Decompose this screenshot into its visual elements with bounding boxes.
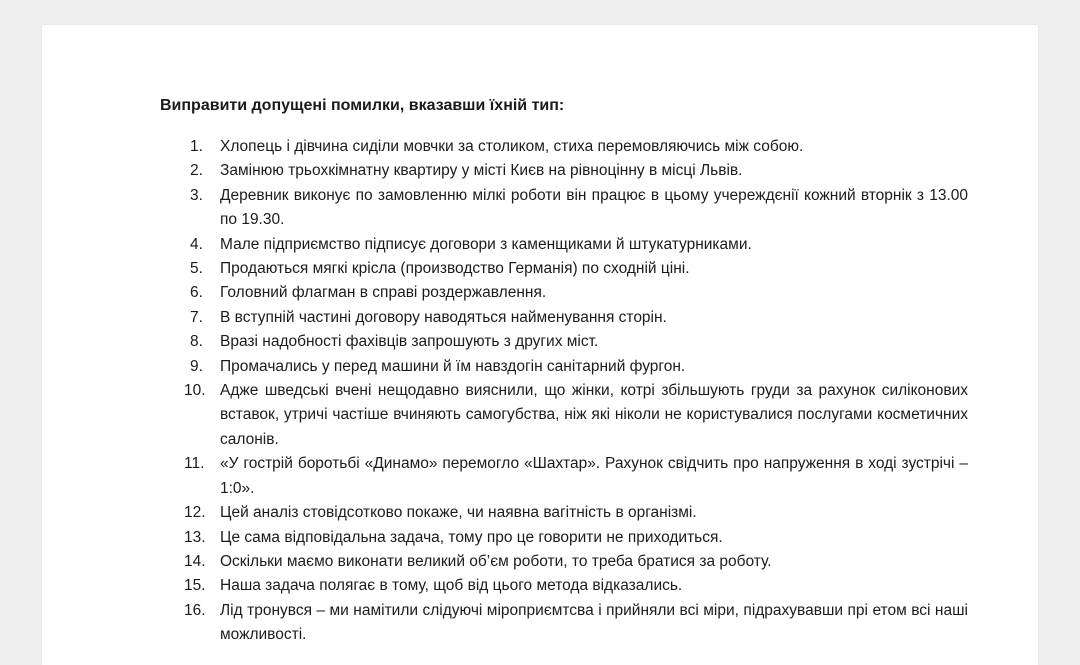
list-item [190,257,968,281]
item-number: 10. [184,382,206,400]
item-text: Замінюю трьохкімнатну квартиру у місті Києв на рівноцінну в місці Львів. [220,162,743,180]
item-text: В вступній частині договору наводяться найменування сторін. [220,308,667,326]
document-page [42,25,1038,665]
item-number: 1. [190,138,203,155]
item-text: Лід тронувся – ми намітили слідуючі міроприємтсва і прийняли всі міри, підрахувавши прі етом всі наші можливості. [220,601,968,644]
list-item [184,550,968,574]
item-number: 5. [190,260,203,278]
item-number: 11. [184,455,205,473]
list-item [184,599,968,648]
item-text: Мале підприємство підписує договори з каменщиками й штукатурниками. [220,235,752,253]
list-item [184,379,968,452]
exercise-heading: Виправити допущені помилки, вказавши їхній тип: [160,97,565,114]
list-item [190,306,968,330]
list-item [184,526,968,550]
list-item [190,159,968,183]
item-text: Хлопець і дівчина сиділи мовчки за столиком, стиха перемовляючись між собою. [220,138,804,155]
list-item [184,501,968,525]
item-number: 6. [190,284,203,302]
item-text: Цей аналіз стовідсотково покаже, чи наявна вагітність в організмі. [220,504,697,522]
item-text: Це сама відповідальна задача, тому про це говорити не приходиться. [220,528,723,546]
item-number: 7. [190,308,203,326]
item-text: Вразі надобності фахівців запрошують з других міст. [220,333,599,351]
item-number: 9. [190,357,203,375]
item-text: Промачались у перед машини й їм навздогін санітарний фургон. [220,357,686,375]
list-item [184,452,968,501]
exercise-list [184,135,968,648]
item-number: 8. [190,333,203,351]
list-item [184,574,968,598]
list-item [190,355,968,379]
item-number: 12. [184,504,206,522]
item-text: Адже шведські вчені нещодавно вияснили, що жінки, котрі збільшують груди за рахунок силіконових вставок, утричі частіше вчиняють самогубства, ніж які ніколи не користувалися послугами косметичних салонів. [220,382,968,448]
list-item [190,184,968,233]
item-text: Деревник виконує по замовленню мілкі роботи він працює в цьому учереждєнії кожний вторнік з 13.00 по 19.30. [220,186,968,229]
item-number: 15. [184,577,206,595]
list-item [190,233,968,257]
item-number: 2. [190,162,203,180]
list-item [190,330,968,354]
list-item [190,281,968,305]
item-number: 4. [190,235,203,253]
list-item [190,135,968,159]
item-number: 3. [190,186,203,204]
item-number: 14. [184,552,206,570]
item-text: «У гострій боротьбі «Динамо» перемогло «Шахтар». Рахунок свідчить про напруження в ході зустрічі – 1:0». [220,455,968,497]
item-text: Наша задача полягає в тому, щоб від цього метода відказались. [220,577,683,595]
item-text: Продаються мягкі крісла (производство Германія) по сходній ціні. [220,260,690,278]
item-number: 16. [184,601,206,619]
item-text: Головний флагман в справі роздержавлення. [220,284,547,302]
item-text: Оскільки маємо виконати великий об’єм роботи, то треба братися за роботу. [220,552,772,570]
item-number: 13. [184,528,206,546]
